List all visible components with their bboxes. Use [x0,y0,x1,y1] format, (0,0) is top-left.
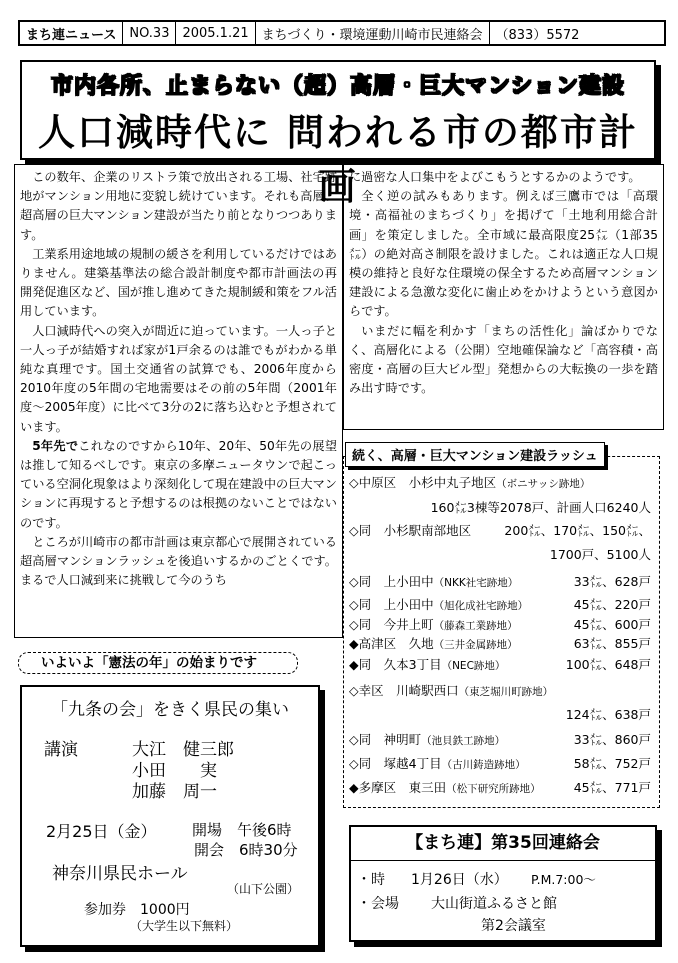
meeting-place: 大山街道ふるさと館 [431,896,557,912]
list-item: ◇同 神明町（池貝鉄工跡地） 33㍍、860戸 [349,732,651,747]
meeting-title: 【まち連】第35回連絡会 [351,827,655,861]
speaker-name: 加藤 周一 [132,782,217,802]
article-paragraph: ところが川崎市の都市計画は東京都心で展開されている超高層マンションラッシュを後追いするかのごとくです。まるで人口減到来に挑戦して今のうち [20,534,337,588]
newsletter-name: まち連ニュース [20,22,123,44]
phone-number: （833）5572 [495,27,580,43]
meeting-time-label: ・時 [357,872,385,888]
article-paragraph: いまだに幅を利かす「まちの活性化」論ばかりでなく、高層化による（公開）空地確保論など「高容積・高密度・高層の巨大ビル型」発想からの大転換の一歩を踏み出す時です。 [349,323,658,396]
list-item: ◇同 上小田中（旭化成社宅跡地） 45㍍、220戸 [349,597,651,612]
event-venue-note: （山下公園） [227,882,300,896]
list-item: ◆同 久本3丁目（NEC跡地） 100㍍、648戸 [349,657,651,672]
article-paragraph: に過密な人口集中をよびこもうとするかのようです。 [349,170,641,184]
emphasis-text: 5年先で [32,438,79,453]
meeting-notice-box [349,825,657,942]
event-start-time: 開会 6時30分 [194,841,298,859]
article-paragraph-text: これなのですから10年、20年、50年先の展望は推して知るべしです。東京の多摩ニュータウンで起こっている空洞化現象はより深刻化して現在建設中の巨大マンションに再現すると予想するのは根拠のないことではないのです。 [20,438,338,530]
event-ticket-note: （大学生以下無料） [130,919,239,933]
list-item: ◇幸区 川崎駅西口（東芝堀川町跡地） [349,683,554,698]
article-paragraph [20,437,337,533]
meeting-time: P.M.7:00～ [531,872,596,887]
meeting-room: 第2会議室 [481,918,546,934]
article-left-column [14,164,343,638]
list-item: ◇同 上小田中（NKK社宅跡地） 33㍍、628戸 [349,574,651,589]
constitution-year-heading: いよいよ「憲法の年」の始まりです [18,652,298,674]
kyujo-event-box [20,685,320,947]
article-paragraph: 全く逆の試みもあります。例えば三鷹市では「高環境・高福祉のまちづくり」を掲げて「土地利用総合計画」を策定しました。全市域に最高限度25㍍（1部35㍍）の絶対高さ制限を設けました。これは適正な人口規模の維持と良好な住環境の保全するため高層マンション建設による急激な変化に歯止めをかけようという意図からです。 [349,189,658,319]
article-paragraph: この数年、企業のリストラ策で放出される工場、社宅跡地がマンション用地に変貌し続けています。それも高層、超高層の巨大マンション建設が当たり前となりつつあります。 [20,170,337,242]
list-item: ◇中原区 小杉中丸子地区（ボニサッシ跡地） [349,475,591,490]
meeting-place-label: ・会場 [357,896,399,912]
list-item: ◇同 塚越4丁目（古川鋳造跡地） 58㍍、752戸 [349,756,651,771]
article-paragraph: 工業系用途地域の規制の緩さを利用しているだけではありません。建築基準法の総合設計制度や都市計画法の再開発促進区など、国が推し進めてきた規制緩和策をフル活用しています。 [20,246,337,319]
speaker-name: 小田 実 [132,761,217,781]
event-open-time: 開場 午後6時 [192,821,292,839]
event-date: 2月25日（金） [46,822,157,841]
article-right-column [343,164,664,430]
lecture-label: 講演 [44,740,78,760]
article-paragraph: 人口減時代への突入が間近に迫っています。一人っ子と一人っ子が結婚すれば家が1戸余るのは誰でもがわかる単純な真理です。国土交通省の試算でも、2006年度から2010年度の5年間の宅地需要はその前の5年間（2001年度～2005年度）に比べて3分の2に落ち込むと予想されています。 [20,323,337,434]
issue-number: NO.33 [123,22,176,44]
headline-subtitle: 市内各所、止まらない（超）高層・巨大マンション建設 [50,74,625,99]
list-item: ◇同 今井上町（藤森工業跡地） 45㍍、600戸 [349,617,651,632]
speaker-name: 大江 健三郎 [132,740,234,760]
construction-rush-list: ◇中原区 小杉中丸子地区（ボニサッシ跡地） 160㍍3棟等2078戸、計画人口6240人 ◇同 小杉駅南部地区 200㍍、170㍍、150㍍、 1700戸、5100人 ◇同 上小田中（NKK社宅跡地） 33㍍、628戸 ◇同 上小田中（旭化成社宅跡地） 45㍍、220戸 ◇同 今井上町（藤森工業跡地） 45㍍、600戸 ◆高津区 久地（三井金属跡地） 63㍍、855戸 ◆同 久本3丁目（NEC跡地） 100㍍、648戸 ◇幸区 川崎駅西口（東芝堀川町跡地） 124㍍、638戸 ◇同 神明町（池貝鉄工跡地） 33㍍、860戸 ◇同 塚越4丁目（古川鋳造跡地） 58㍍、752戸 ◆多摩区 東三田（松下研究所跡地） 45㍍、771戸 [343,456,660,808]
list-item: ◇同 小杉駅南部地区 200㍍、170㍍、150㍍、 [349,523,651,538]
list-item: ◆高津区 久地（三井金属跡地） 63㍍、855戸 [349,636,651,651]
headline-title: 人口減時代に 問われる市の都市計画 [38,110,638,208]
organization-name: まちづくり・環境運動川崎市民連絡会 [256,22,490,44]
list-item: ◆多摩区 東三田（松下研究所跡地） 45㍍、771戸 [349,780,651,795]
issue-date: 2005.1.21 [176,22,255,44]
newsletter-header [18,20,666,46]
event-ticket: 参加券 1000円 [84,902,190,918]
meeting-date: 1月26日（水） [411,872,508,888]
event-venue: 神奈川県民ホール [52,864,188,884]
construction-rush-heading: 続く、高層・巨大マンション建設ラッシュ [345,442,605,467]
event-title: 「九条の会」をきく県民の集い [51,700,289,720]
